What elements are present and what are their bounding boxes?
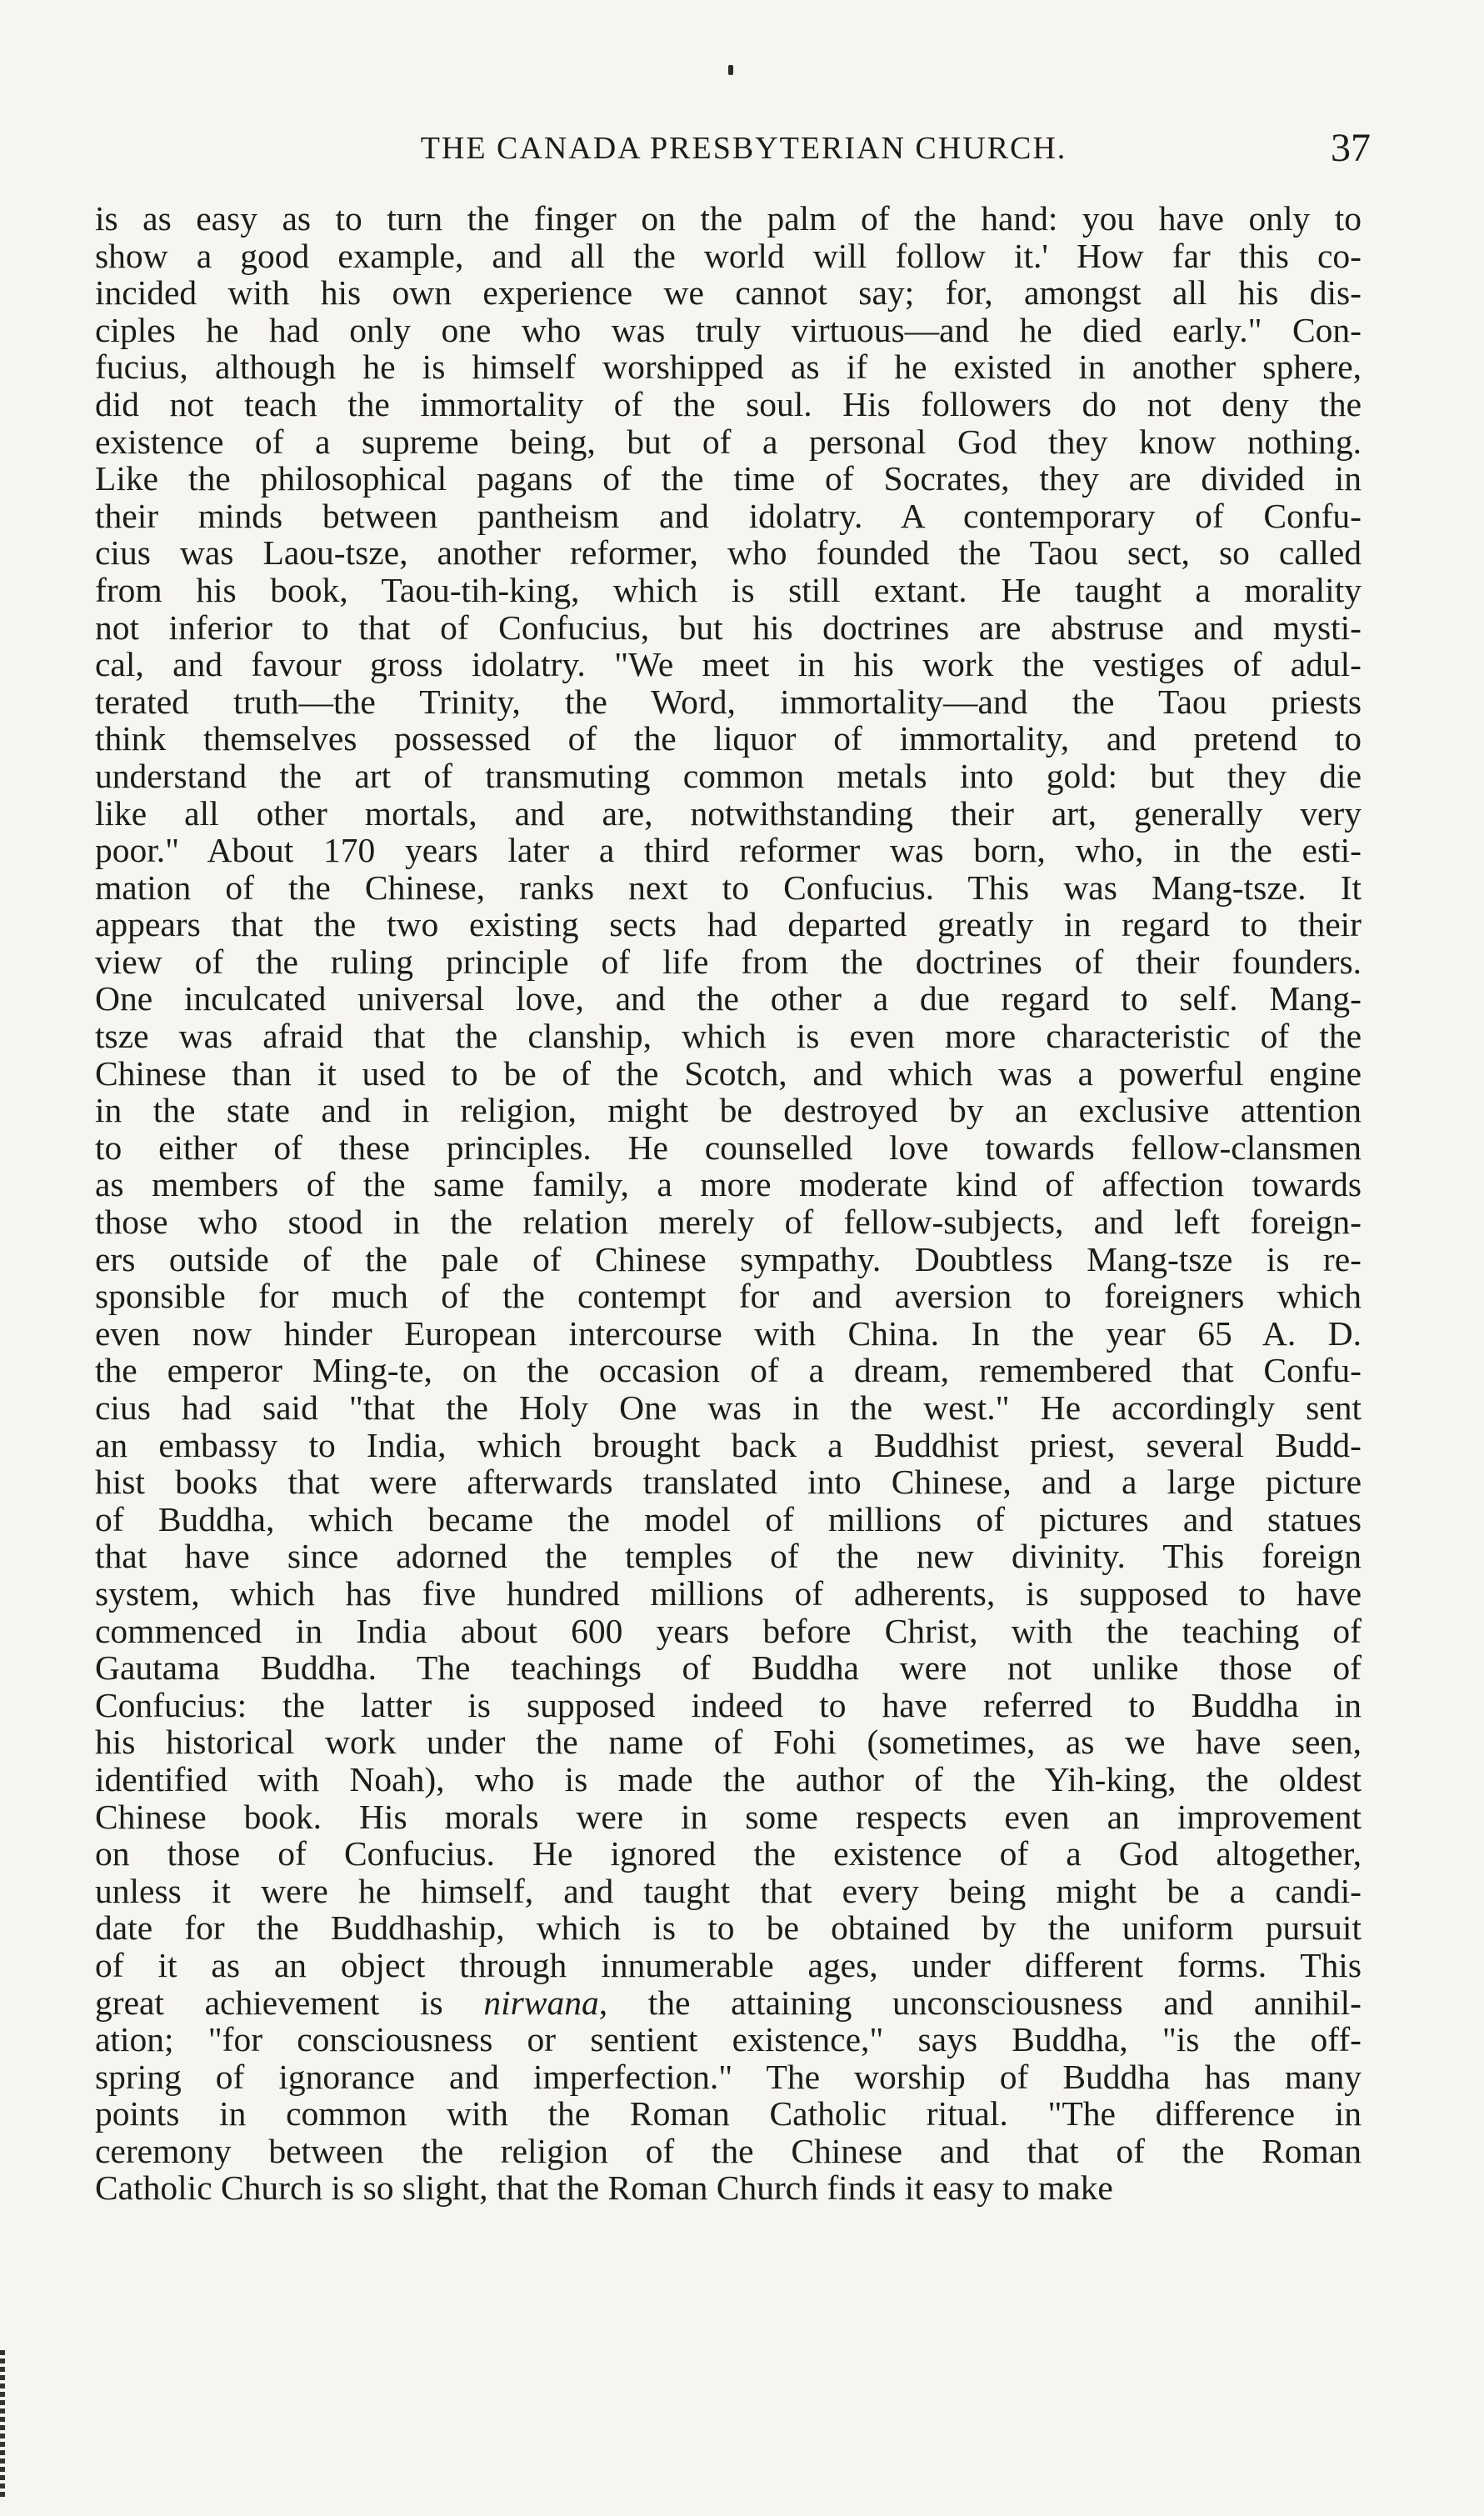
text-line: even now hinder European intercourse with China. In the year 65 A. D. — [95, 1313, 1362, 1353]
text-line: Confucius: the latter is supposed indeed to have referred to Buddha in — [95, 1685, 1362, 1724]
text-line: of it as an object through innumerable ages, under different forms. This — [95, 1945, 1362, 1984]
text-line: view of the ruling principle of life from the doctrines of their founders. — [95, 942, 1362, 981]
text-line: poor." About 170 years later a third reformer was born, who, in the esti- — [95, 831, 1362, 870]
text-line: points in common with the Roman Catholic ritual. "The difference in — [95, 2094, 1362, 2133]
text-line: those who stood in the relation merely of fellow-subjects, and left foreign- — [95, 1203, 1362, 1242]
text-line: sponsible for much of the contempt for and aversion to foreigners which — [95, 1277, 1362, 1316]
text-line: hist books that were afterwards translated into Chinese, and a large picture — [95, 1463, 1362, 1502]
text-line: not inferior to that of Confucius, but his doctrines are abstruse and mysti- — [95, 608, 1362, 647]
text-line: think themselves possessed of the liquor of immortality, and pretend to — [95, 719, 1362, 758]
text-line: date for the Buddhaship, which is to be obtained by the uniform pursuit — [95, 1908, 1362, 1948]
print-mark — [728, 65, 733, 75]
text-line: identified with Noah), who is made the author of the Yih-king, the oldest — [95, 1759, 1362, 1798]
text-line: his historical work under the name of Fohi (sometimes, as we have seen, — [95, 1723, 1362, 1762]
body-text — [95, 200, 1362, 2207]
text-line: ers outside of the pale of Chinese sympathy. Doubtless Mang-tsze is re- — [95, 1239, 1362, 1278]
text-line: system, which has five hundred millions of adherents, is supposed to have — [95, 1573, 1362, 1613]
text-line: their minds between pantheism and idolatry. A contemporary of Confu- — [95, 496, 1362, 535]
page-number: 37 — [1331, 126, 1371, 170]
text-line: that have since adorned the temples of the new divinity. This foreign — [95, 1537, 1362, 1576]
text-line: fucius, although he is himself worshipped as if he existed in another sphere, — [95, 348, 1362, 387]
text-line: like all other mortals, and are, notwithstanding their art, generally very — [95, 793, 1362, 833]
text-line: the emperor Ming-te, on the occasion of a dream, remembered that Confu- — [95, 1351, 1362, 1390]
text-line: ceremony between the religion of the Chinese and that of the Roman — [95, 2131, 1362, 2170]
running-head — [100, 125, 1387, 175]
text-line: an embassy to India, which brought back a Buddhist priest, several Budd- — [95, 1425, 1362, 1464]
text-line: commenced in India about 600 years before Christ, with the teaching of — [95, 1611, 1362, 1650]
text-line: appears that the two existing sects had departed greatly in regard to their — [95, 905, 1362, 944]
running-title: THE CANADA PRESBYTERIAN CHURCH. — [420, 131, 1067, 166]
text-line: One inculcated universal love, and the other a due regard to self. Mang- — [95, 979, 1362, 1018]
text-line: on those of Confucius. He ignored the existence of a God altogether, — [95, 1834, 1362, 1873]
text-line: Chinese book. His morals were in some respects even an improvement — [95, 1797, 1362, 1836]
text-line: Like the philosophical pagans of the time of Socrates, they are divided in — [95, 459, 1362, 498]
text-line: show a good example, and all the world will follow it.' How far this co- — [95, 236, 1362, 275]
italic-term: nirwana — [483, 1983, 599, 2022]
text-line: in the state and in religion, might be destroyed by an exclusive attention — [95, 1091, 1362, 1130]
text-line: understand the art of transmuting common metals into gold: but they die — [95, 756, 1362, 795]
text-line: incided with his own experience we cannot say; for, amongst all his dis- — [95, 273, 1362, 313]
text-line: cal, and favour gross idolatry. "We meet in his work the vestiges of adul- — [95, 645, 1362, 684]
text-line: is as easy as to turn the finger on the palm of the hand: you have only to — [95, 199, 1362, 238]
page-edge-mark — [0, 2350, 5, 2500]
text-line: cius was Laou-tsze, another reformer, who founded the Taou sect, so called — [95, 533, 1362, 573]
text-line: Catholic Church is so slight, that the Roman Church finds it easy to make — [95, 2168, 1113, 2208]
text-line: great achievement is nirwana, the attaining unconsciousness and annihil- — [95, 1983, 1362, 2022]
text-line: to either of these principles. He counselled love towards fellow-clansmen — [95, 1128, 1362, 1167]
text-line: terated truth—the Trinity, the Word, immortality—and the Taou priests — [95, 682, 1362, 721]
text-line: ation; "for consciousness or sentient existence," says Buddha, "is the off- — [95, 2020, 1362, 2059]
text-line: as members of the same family, a more moderate kind of affection towards — [95, 1165, 1362, 1204]
text-line: Chinese than it used to be of the Scotch, and which was a powerful engine — [95, 1053, 1362, 1093]
text-line: did not teach the immortality of the soul. His followers do not deny the — [95, 384, 1362, 423]
text-line: unless it were he himself, and taught that every being might be a candi- — [95, 1871, 1362, 1910]
text-line: mation of the Chinese, ranks next to Confucius. This was Mang-tsze. It — [95, 868, 1362, 907]
text-line: cius had said "that the Holy One was in the west." He accordingly sent — [95, 1388, 1362, 1427]
text-line: spring of ignorance and imperfection." The worship of Buddha has many — [95, 2057, 1362, 2096]
text-line: of Buddha, which became the model of millions of pictures and statues — [95, 1499, 1362, 1538]
text-line: from his book, Taou-tih-king, which is still extant. He taught a morality — [95, 570, 1362, 609]
text-line: existence of a supreme being, but of a personal God they know nothing. — [95, 422, 1362, 461]
text-line: Gautama Buddha. The teachings of Buddha were not unlike those of — [95, 1648, 1362, 1688]
text-line: ciples he had only one who was truly virtuous—and he died early." Con- — [95, 310, 1362, 349]
text-line: tsze was afraid that the clanship, which is even more characteristic of the — [95, 1017, 1362, 1056]
